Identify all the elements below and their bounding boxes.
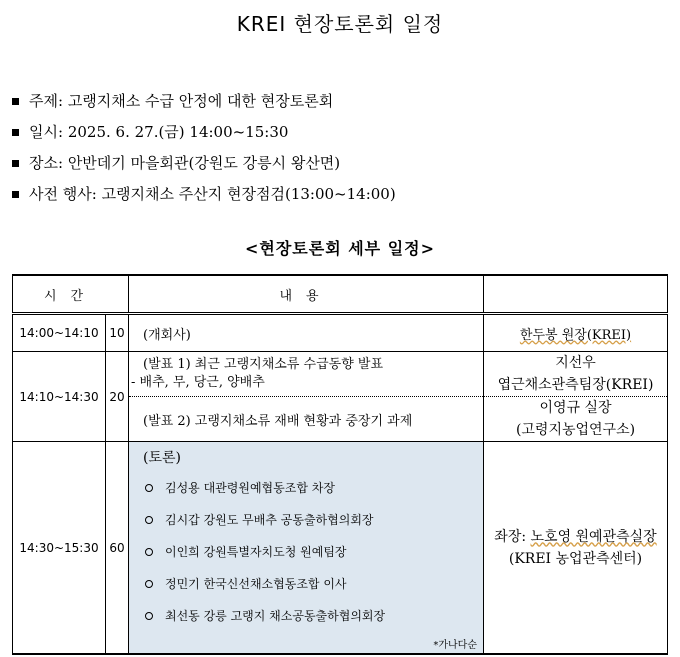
time-cell: 14:30~15:30: [13, 442, 106, 655]
square-bullet-icon: [12, 98, 19, 105]
table-row: [13, 442, 668, 655]
content-cell: [129, 352, 484, 397]
circle-bullet-icon: [145, 548, 153, 556]
circle-bullet-icon: [145, 516, 153, 524]
table-header-row: [13, 275, 668, 314]
info-label: 장소: [29, 154, 58, 172]
page-title: KREI 현장토론회 일정: [236, 12, 444, 36]
header-time: 시간: [13, 275, 129, 314]
chair-name: 노호영 원예관측실장: [530, 528, 657, 545]
person-cell: [484, 314, 668, 352]
chair-org: (KREI 농업관측센터): [508, 550, 643, 567]
square-bullet-icon: [12, 129, 19, 136]
panelist-list: [143, 472, 385, 632]
list-item: [143, 504, 385, 536]
square-bullet-icon: [12, 191, 19, 198]
presenter-1-title: 엽근채소관측팀장(KREI): [497, 377, 654, 393]
event-info-list: [10, 86, 396, 210]
info-item-pre-event: 사전 행사: 고랭지채소 주산지 현장점검(13:00~14:00): [10, 179, 396, 210]
presenter-2-name: 이영규 실장: [539, 400, 612, 416]
panelist-name: 김시갑 강원도 무배추 공동출하협의회장: [165, 513, 374, 527]
content-cell: (개회사): [129, 314, 484, 352]
circle-bullet-icon: [145, 612, 153, 620]
panelist-name: 최선동 강릉 고랭지 채소공동출하협의회장: [165, 609, 386, 623]
panelist-name: 이인희 강원특별자치도청 원예팀장: [165, 545, 347, 559]
list-item: [143, 472, 385, 504]
presentation-1-title: (발표 1) 최근 고랭지채소류 수급동향 발표: [143, 357, 384, 372]
schedule-subtitle: <현장토론회 세부 일정>: [244, 239, 436, 258]
chair-label: 좌장:: [494, 528, 527, 545]
content-cell: [129, 442, 484, 655]
minutes-cell: 10: [106, 314, 129, 352]
info-value: 안반데기 마을회관(강원도 강릉시 왕산면): [67, 154, 341, 172]
square-bullet-icon: [12, 160, 19, 167]
header-content: 내용: [129, 275, 484, 314]
table-row: [13, 352, 668, 397]
time-cell: 14:00~14:10: [13, 314, 106, 352]
info-item-venue: 장소: 안반데기 마을회관(강원도 강릉시 왕산면): [10, 148, 396, 179]
panelist-name: 김성용 대관령원예협동조합 차장: [165, 481, 335, 495]
presentation-1-detail: - 배추, 무, 당근, 양배추: [131, 375, 265, 390]
circle-bullet-icon: [145, 580, 153, 588]
schedule-table: [12, 274, 668, 655]
list-item: [143, 536, 385, 568]
person-name: 한두봉 원장(KREI): [519, 327, 632, 343]
discussion-block: [129, 442, 483, 653]
presenter-1-name: 지선우: [555, 355, 596, 371]
person-cell: [484, 397, 668, 442]
info-item-datetime: 일시: 2025. 6. 27.(금) 14:00~15:30: [10, 117, 396, 148]
discussion-label: (토론): [143, 450, 181, 466]
table-row: [13, 314, 668, 352]
info-value: 2025. 6. 27.(금) 14:00~15:30: [67, 123, 289, 141]
info-label: 일시: [29, 123, 58, 141]
time-cell: 14:10~14:30: [13, 352, 106, 442]
alphabetical-note: *가나다순: [433, 640, 477, 651]
header-person: [484, 275, 668, 314]
info-value: 고랭지채소 주산지 현장점검(13:00~14:00): [101, 185, 396, 203]
info-value: 고랭지채소 수급 안정에 대한 현장토론회: [67, 92, 334, 110]
minutes-cell: 60: [106, 442, 129, 655]
chair-line: [484, 526, 667, 548]
circle-bullet-icon: [145, 484, 153, 492]
person-cell: [484, 352, 668, 397]
list-item: [143, 568, 385, 600]
content-cell: (발표 2) 고랭지채소류 재배 현황과 중장기 과제: [129, 397, 484, 442]
panelist-name: 정민기 한국신선채소협동조합 이사: [165, 577, 347, 591]
person-cell: [484, 442, 668, 655]
presenter-2-org: (고령지농업연구소): [515, 422, 636, 438]
list-item: [143, 600, 385, 632]
info-label: 주제: [29, 92, 58, 110]
info-label: 사전 행사: [29, 185, 92, 203]
minutes-cell: 20: [106, 352, 129, 442]
info-item-topic: 주제: 고랭지채소 수급 안정에 대한 현장토론회: [10, 86, 396, 117]
